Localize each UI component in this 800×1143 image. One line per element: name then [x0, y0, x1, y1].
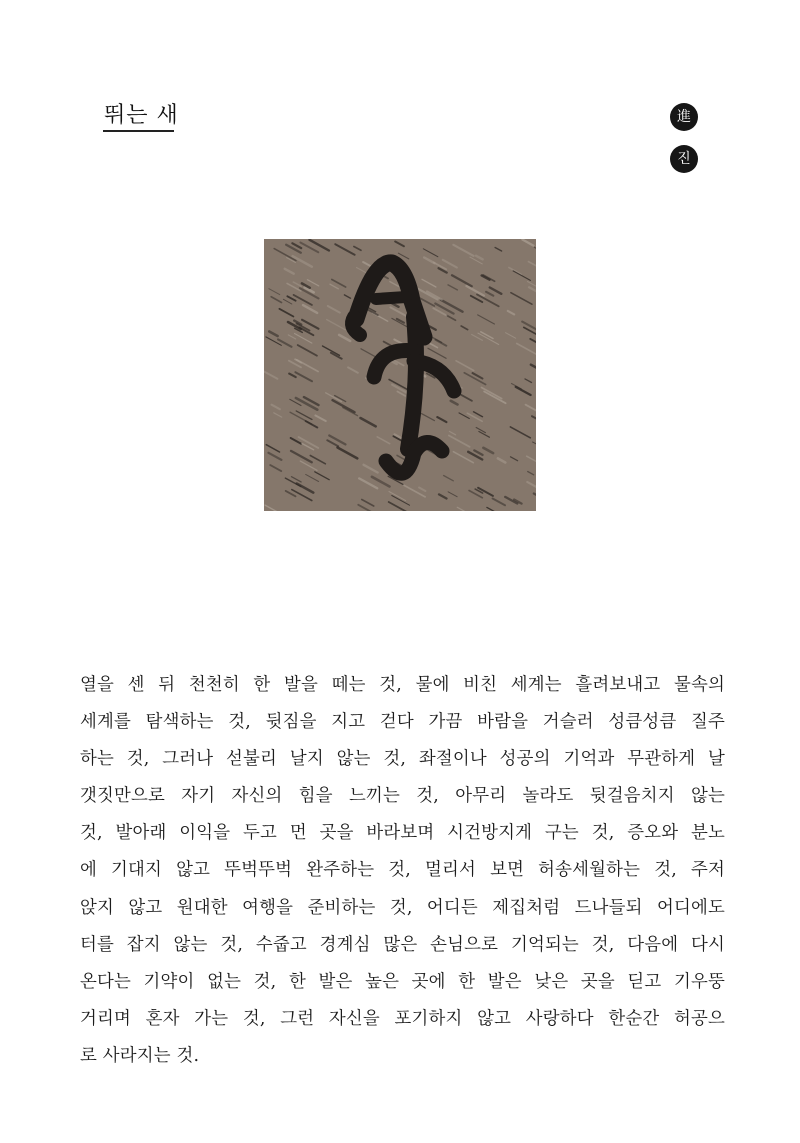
page-title: 뛰는 새	[104, 103, 179, 128]
hanja-badge: 進	[670, 103, 698, 131]
poem-line: 앉지 않고 원대한 여행을 준비하는 것, 어디든 제집처럼 드나들되 어디에도	[80, 897, 725, 918]
glyph-figure	[264, 239, 536, 511]
poem-line: 로 사라지는 것.	[80, 1045, 200, 1066]
bird-body-stroke	[408, 317, 416, 449]
bird-crossbar-stroke	[376, 297, 406, 299]
poem-line: 온다는 기약이 없는 것, 한 발은 높은 곳에 한 발은 낮은 곳을 딛고 기우뚱	[80, 971, 725, 992]
title-underline	[103, 130, 174, 132]
poem-line: 열을 센 뒤 천천히 한 발을 떼는 것, 물에 비친 세계는 흘려보내고 물속의	[80, 675, 725, 695]
poem-line: 거리며 혼자 가는 것, 그런 자신을 포기하지 않고 사랑하다 한순간 허공으	[80, 1008, 725, 1029]
hangul-badge: 진	[670, 145, 698, 173]
poem-line: 터를 잡지 않는 것, 수줍고 경계심 많은 손님으로 기억되는 것, 다음에 다시	[80, 934, 725, 955]
oracle-bone-glyph-icon	[264, 239, 536, 511]
poem-line: 갯짓만으로 자기 자신의 힘을 느끼는 것, 아무리 놀라도 뒷걸음치지 않는	[80, 786, 725, 807]
poem-line: 에 기대지 않고 뚜벅뚜벅 완주하는 것, 멀리서 보면 허송세월하는 것, 주저	[80, 860, 725, 881]
poem-line: 하는 것, 그러나 섣불리 날지 않는 것, 좌절이나 성공의 기억과 무관하게 날	[80, 749, 725, 770]
poem-text	[80, 667, 725, 1075]
poem-line: 것, 발아래 이익을 두고 먼 곳을 바라보며 시건방지게 구는 것, 증오와 분노	[80, 823, 725, 844]
poem-line: 세계를 탐색하는 것, 뒷짐을 지고 걷다 가끔 바람을 거슬러 성큼성큼 질주	[80, 712, 725, 733]
bird-beak-stroke	[352, 317, 360, 335]
